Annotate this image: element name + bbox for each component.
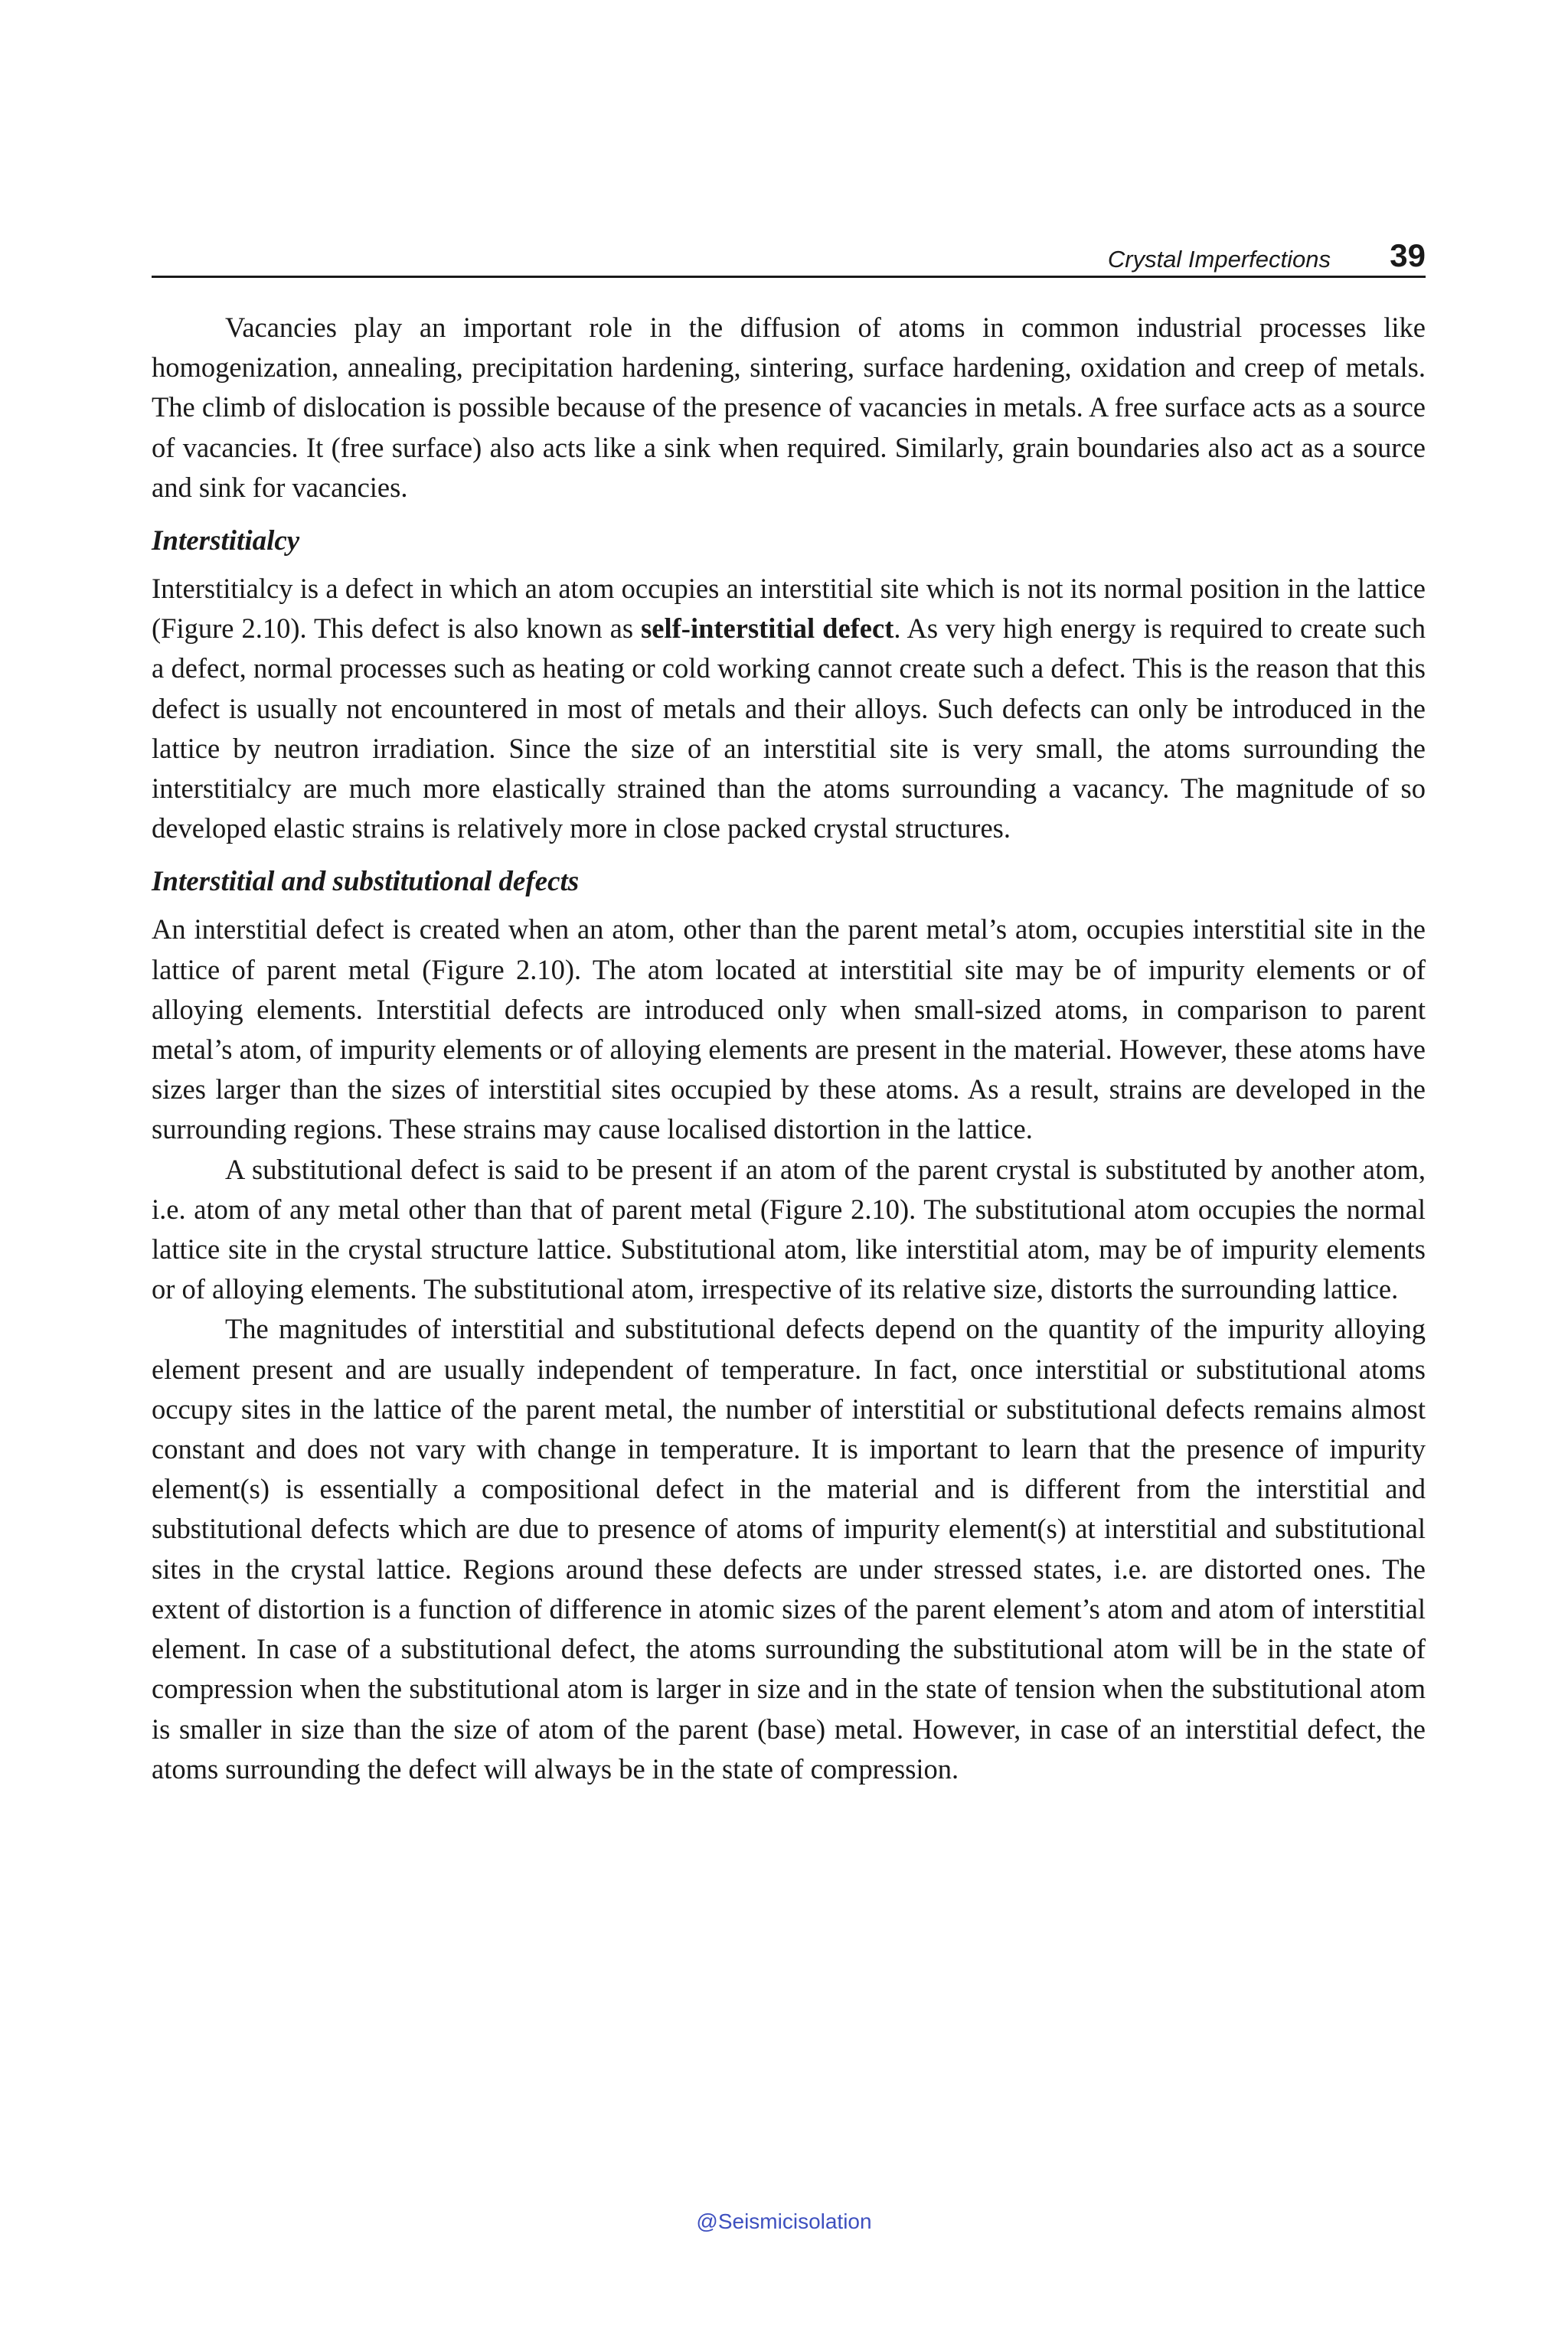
spacer bbox=[152, 508, 1426, 521]
spacer bbox=[152, 902, 1426, 910]
defect-magnitude-paragraph: The magnitudes of interstitial and substitutional defects depend on the quantity of the impurity alloying element present and are usually independent of temperature. In fact, once interstitial or substitutional atoms occupy sites in the lattice of the parent metal, the number of interstitial or substitutional defects remains almost constant and does not vary with change in temperature. It is important to learn that the presence of impurity element(s) is essentially a compositional defect in the material and is different from the interstitial and substitutional defects which are due to presence of atoms of impurity element(s) at interstitial and substitutional sites in the crystal lattice. Regions around these defects are under stressed states, i.e. are distorted ones. The extent of distortion is a function of difference in atomic sizes of the parent element’s atom and atom of interstitial element. In case of a substitutional defect, the atoms surrounding the substitutional atom will be in the state of compression when the substitutional atom is larger in size and in the state of tension when the substitutional atom is smaller in size than the size of atom of the parent (base) metal. However, in case of an interstitial defect, the atoms surrounding the defect will always be in the state of compression. bbox=[152, 1313, 1426, 1785]
spacer bbox=[152, 561, 1426, 569]
spacer bbox=[152, 848, 1426, 862]
interstitialcy-paragraph bbox=[152, 569, 1426, 848]
intro-paragraph: Vacancies play an important role in the diffusion of atoms in common industrial processes like homogenization, annealing, precipitation hardening, sintering, surface hardening, oxidation and creep of metals. The climb of dislocation is possible because of the presence of vacancies in metals. A free surface acts as a source of vacancies. It (free surface) also acts like a sink when required. Similarly, grain boundaries also act as a source and sink for vacancies. bbox=[152, 312, 1426, 503]
running-header-title: Crystal Imperfections bbox=[1107, 246, 1331, 273]
interstitialcy-text-before: Interstitialcy is a defect in which an atom occupies an interstitial site which is not its normal position in the lattice (Figure 2.10). This defect is also known as bbox=[152, 573, 1426, 645]
interstitial-defect-paragraph: An interstitial defect is created when an atom, other than the parent metal’s atom, occupies interstitial site in the lattice of parent metal (Figure 2.10). The atom located at interstitial site may be of impurity elements or of alloying elements. Interstitial defects are introduced only when small-sized atoms, in comparison to parent metal’s atom, of impurity elements or of alloying elements are present in the material. However, these atoms have sizes larger than the sizes of interstitial sites occupied by these atoms. As a result, strains are developed in the surrounding regions. These strains may cause localised distortion in the lattice. bbox=[152, 913, 1426, 1145]
substitutional-defect-paragraph: A substitutional defect is said to be present if an atom of the parent crystal is substituted by another atom, i.e. atom of any metal other than that of parent metal (Figure 2.10). The substitutional atom occupies the normal lattice site in the crystal structure lattice. Substitutional atom, like interstitial atom, may be of impurity elements or of alloying elements. The substitutional atom, irrespective of its relative size, distorts the surrounding lattice. bbox=[152, 1153, 1426, 1305]
body-text bbox=[152, 308, 1426, 1789]
interstitialcy-text-after: . As very high energy is required to create such a defect, normal processes such as heating or cold working cannot create such a defect. This is the reason that this defect is usually not encountered in most of metals and their alloys. Such defects can only be introduced in the lattice by neutron irradiation. Since the size of an interstitial site is very small, the atoms surrounding the interstitialcy are much more elastically strained than the atoms surrounding a vacancy. The magnitude of so developed elastic strains is relatively more in close packed crystal structures. bbox=[152, 612, 1426, 844]
section-heading-interstitialcy: Interstitialcy bbox=[152, 525, 300, 557]
page-number: 39 bbox=[1390, 237, 1426, 273]
bold-term-self-interstitial: self-interstitial defect bbox=[641, 612, 894, 645]
section-heading-interstitial-substitutional: Interstitial and substitutional defects bbox=[152, 866, 580, 898]
watermark: @Seismicisolation bbox=[696, 2209, 872, 2233]
running-header bbox=[152, 230, 1426, 278]
